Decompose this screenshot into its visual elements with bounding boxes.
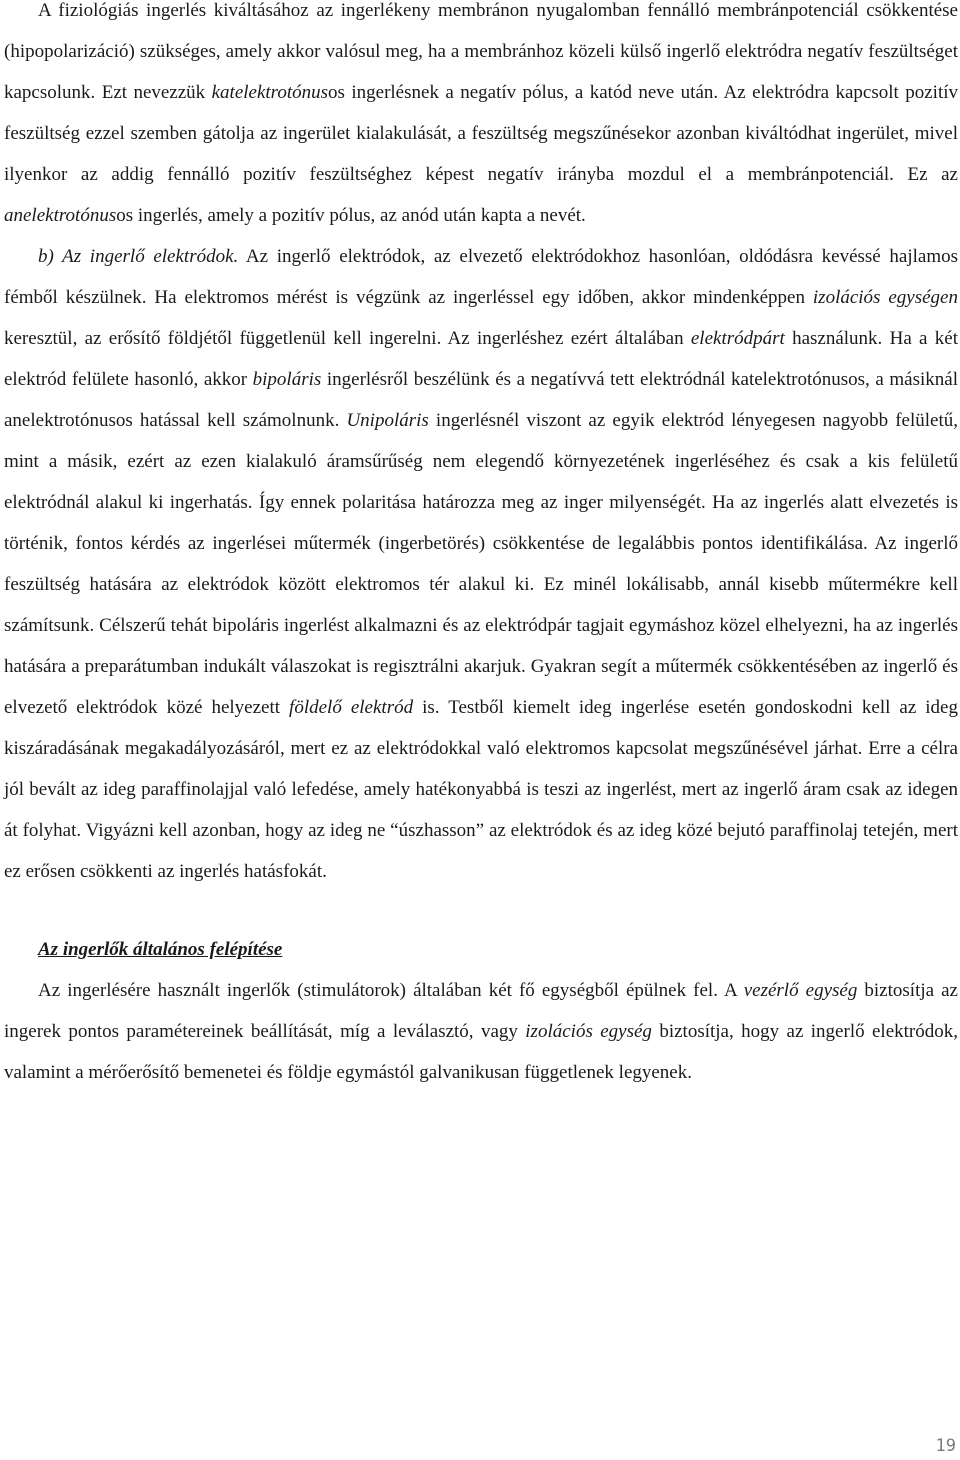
body-text: biztosítja, hogy az ingerlő elektródok, valamint a mérőerősítő bemenetei és földje egymástól galvanikusan függetlenek legyenek. bbox=[4, 1021, 958, 1083]
section-spacer bbox=[4, 892, 958, 929]
section-heading: Az ingerlők általános felépítése bbox=[38, 939, 283, 960]
body-text: keresztül, az erősítő földjétől függetlenül kell ingerelni. Az ingerléshez ezért általában bbox=[4, 328, 691, 349]
body-text: használunk. Ha a két elektród felülete hasonló, akkor bbox=[4, 328, 958, 390]
emphasis-text: földelő elektród bbox=[289, 697, 414, 718]
emphasis-text: izolációs egység bbox=[525, 1021, 652, 1042]
body-text: A fiziológiás ingerlés kiváltásához az ingerlékeny membránon nyugalomban fennálló membránpotenciál csökkentése (hipopolarizáció) szükséges, amely akkor valósul meg, ha a membránhoz közeli külső ingerlő elektródra negatív feszültséget kapcsolunk. Ezt nevezzük bbox=[4, 0, 958, 103]
emphasis-text: anelektrotónus bbox=[4, 205, 117, 226]
body-text: Az ingerlésére használt ingerlők (stimulátorok) általában két fő egységből épülnek fel. A bbox=[38, 980, 744, 1001]
emphasis-text: izolációs egységen bbox=[812, 287, 958, 308]
page-number: 19 bbox=[935, 1436, 956, 1456]
paragraph-stimulator-structure bbox=[4, 970, 958, 1093]
emphasis-text: elektródpárt bbox=[690, 328, 785, 349]
body-text: ingerlésről beszélünk és a negatívvá tett elektródnál katelektrotónusos, a másiknál anelektrotónusos hatással kell számolnunk. bbox=[4, 369, 958, 431]
emphasis-text: bipoláris bbox=[252, 369, 322, 390]
body-text: os ingerlés, amely a pozitív pólus, az anód után kapta a nevét. bbox=[116, 205, 586, 226]
document-page bbox=[4, 0, 958, 1093]
body-text: is. Testből kiemelt ideg ingerlése esetén gondoskodni kell az ideg kiszáradásának megakadályozásáról, mert ez az elektródokkal való elektromos kapcsolat megszűnésével járhat. Erre a célra jól bevált az ideg paraffinolajjal való lefedése, amely hatékonyabbá is teszi az ingerlést, mert az ingerlő áram csak az idegen át folyhat. Vigyázni kell azonban, hogy az ideg ne “úszhasson” az elektródok és az ideg közé bejutó paraffinolaj tetején, mert ez erősen csökkenti az ingerlés hatásfokát. bbox=[4, 697, 958, 882]
emphasis-text: katelektrotónus bbox=[211, 82, 329, 103]
paragraph-stimulating-electrodes bbox=[4, 236, 958, 892]
body-text: os ingerlésnek a negatív pólus, a katód neve után. Az elektródra kapcsolt pozitív feszültség ezzel szemben gátolja az ingerület kialakulását, a feszültség megszűnésekor azonban kiváltódhat ingerület, mivel ilyenkor az addig fennálló pozitív feszültséghez képest negatív irányba mozdul el a membránpotenciál. Ez az bbox=[4, 82, 959, 185]
emphasis-text: b) Az ingerlő elektródok. bbox=[38, 246, 239, 267]
body-text: Az ingerlő elektródok, az elvezető elektródokhoz hasonlóan, oldódásra kevéssé hajlamos fémből készülnek. Ha elektromos mérést is végzünk az ingerléssel egy időben, akkor mindenképpen bbox=[4, 246, 958, 308]
body-text: ingerlésnél viszont az egyik elektród lényegesen nagyobb felületű, mint a másik, ezért az ezen kialakuló áramsűrűség nem elegendő környezetének ingerléséhez és csak a kis felületű elektródnál alakul ki ingerhatás. Így ennek polaritása határozza meg az inger milyenségét. Ha az ingerlés alatt elvezetés is történik, fontos kérdés az ingerlései műtermék (ingerbetörés) csökkentése de legalábbis pontos identifikálása. Az ingerlő feszültség hatására az elektródok között elektromos tér alakul ki. Ez minél lokálisabb, annál kisebb műtermékre kell számítsunk. Célszerű tehát bipoláris ingerlést alkalmazni és az elektródpár tagjait egymáshoz közel elhelyezni, ha az ingerlés hatására a preparátumban indukált válaszokat is regisztrálni akarjuk. Gyakran segít a műtermék csökkentésében az ingerlő és elvezető elektródok közé helyezett bbox=[4, 410, 958, 718]
body-text: biztosítja az ingerek pontos paramétereinek beállítását, míg a leválasztó, vagy bbox=[4, 980, 958, 1042]
paragraph-electrotonus bbox=[4, 0, 958, 236]
emphasis-text: Unipoláris bbox=[346, 410, 429, 431]
emphasis-text: vezérlő egység bbox=[743, 980, 858, 1001]
